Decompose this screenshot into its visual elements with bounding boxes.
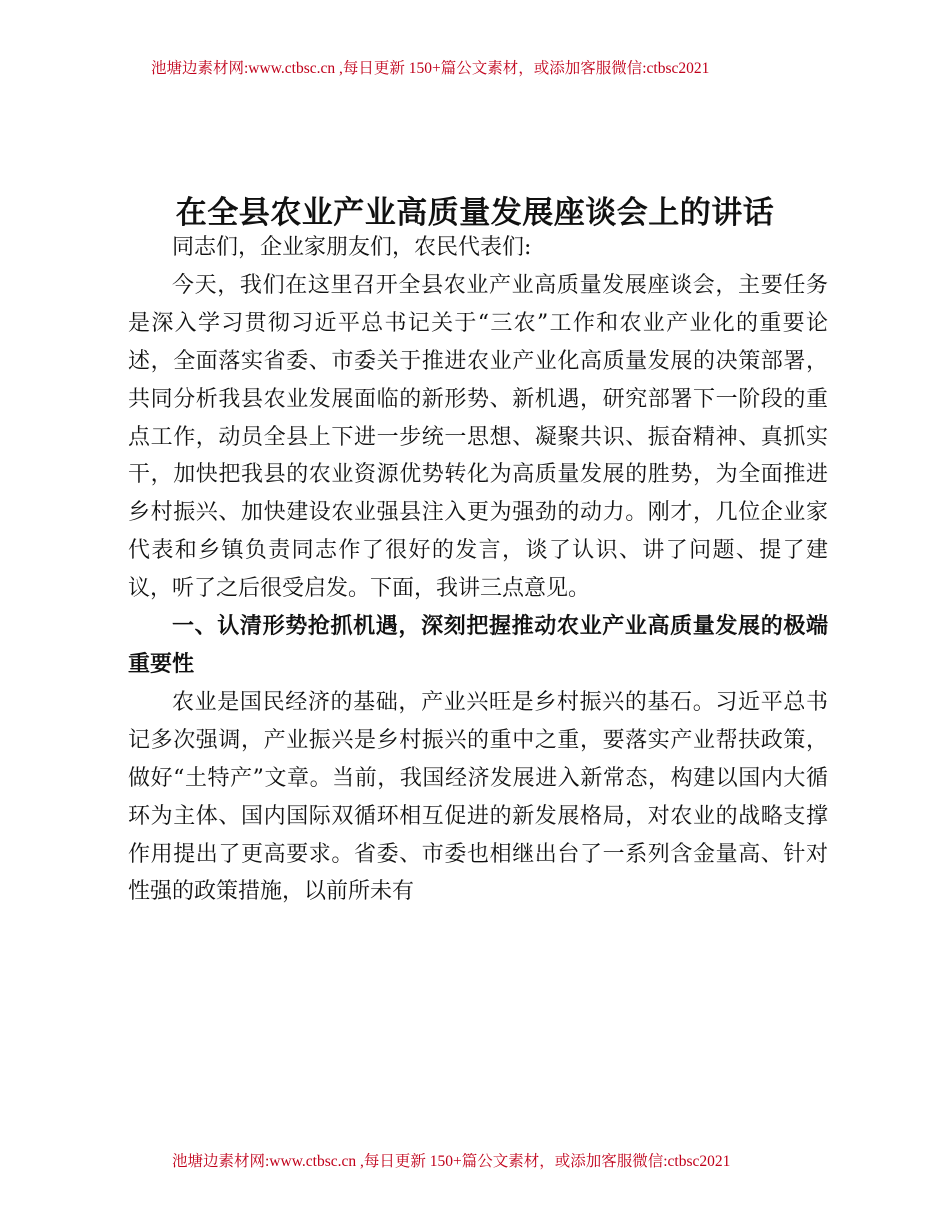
paragraph-section-1: 农业是国民经济的基础，产业兴旺是乡村振兴的基石。习近平总书记多次强调，产业振兴是乡村振兴的重中之重，要落实产业帮扶政策，做好“土特产”文章。当前，我国经济发展进入新常态，构建以国内大循环为主体、国内国际双循环相互促进的新发展格局，对农业的战略支撑作用提出了更高要求。省委、市委也相继出台了一系列含金量高、针对性强的政策措施，以前所未有: [128, 689, 828, 905]
document-body: [128, 229, 828, 911]
greeting: 同志们，企业家朋友们，农民代表们:: [172, 235, 532, 260]
watermark-bottom: 池塘边素材网:www.ctbsc.cn ,每日更新 150+篇公文素材，或添加客服微信:ctbsc2021: [172, 1153, 731, 1170]
section-heading-1: 一、认清形势抢抓机遇，深刻把握推动农业产业高质量发展的极端重要性: [128, 614, 828, 677]
paragraph-intro: 今天，我们在这里召开全县农业产业高质量发展座谈会，主要任务是深入学习贯彻习近平总书记关于“三农”工作和农业产业化的重要论述，全面落实省委、市委关于推进农业产业化高质量发展的决策部署，共同分析我县农业发展面临的新形势、新机遇，研究部署下一阶段的重点工作，动员全县上下进一步统一思想、凝聚共识、振奋精神、真抓实干，加快把我县的农业资源优势转化为高质量发展的胜势，为全面推进乡村振兴、加快建设农业强县注入更为强劲的动力。刚才，几位企业家代表和乡镇负责同志作了很好的发言，谈了认识、讲了问题、提了建议，听了之后很受启发。下面，我讲三点意见。: [128, 272, 828, 602]
document-title: 在全县农业产业高质量发展座谈会上的讲话: [175, 194, 775, 231]
watermark-top: 池塘边素材网:www.ctbsc.cn ,每日更新 150+篇公文素材，或添加客服微信:ctbsc2021: [151, 60, 710, 77]
